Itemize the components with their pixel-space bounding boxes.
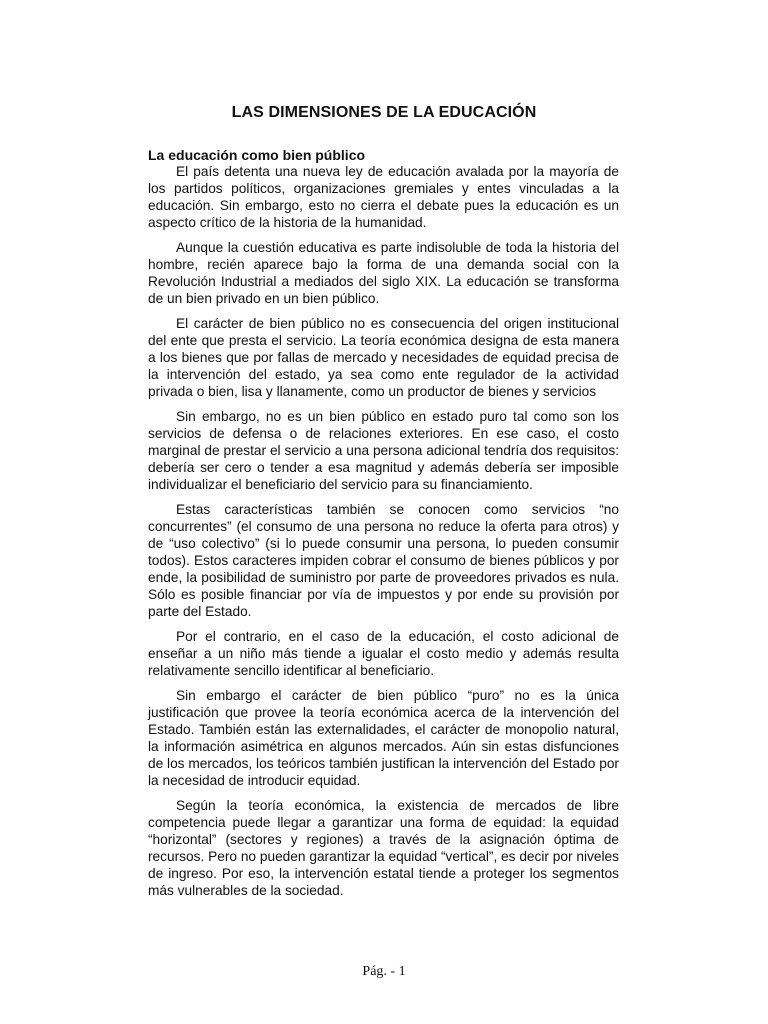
paragraph-8: Según la teoría económica, la existencia de mercados de libre competencia puede llegar a garantizar una forma de equidad: la equidad “horizontal” (sectores y regiones) a través de la asignación óptima de recursos. Pero no pueden garantizar la equidad “vertical”, es decir por niveles de ingreso. Por eso, la intervención estatal tiende a proteger los segmentos más vulnerables de la sociedad. [148,798,619,898]
section-heading: La educación como bien público [148,147,366,163]
paragraph-4: Sin embargo, no es un bien público en estado puro tal como son los servicios de defensa o de relaciones exteriores. En ese caso, el costo marginal de prestar el servicio a una persona adicional tendría dos requisitos: debería ser cero o tender a esa magnitud y además debería ser imposible individualizar el beneficiario del servicio para su financiamiento. [148,409,619,492]
document-body [148,147,619,908]
paragraph-6: Por el contrario, en el caso de la educación, el costo adicional de enseñar a un niño más tiende a igualar el costo medio y además resulta relativamente sencillo identificar al beneficiario. [148,629,619,678]
page-number: Pág. - 1 [362,964,406,979]
document-title: LAS DIMENSIONES DE LA EDUCACIÓN [231,104,537,121]
paragraph-2: Aunque la cuestión educativa es parte indisoluble de toda la historia del hombre, recién aparece bajo la forma de una demanda social con la Revolución Industrial a mediados del siglo XIX. La educación se transforma de un bien privado en un bien público. [148,240,619,306]
paragraph-7: Sin embargo el carácter de bien público “puro” no es la única justificación que provee la teoría económica acerca de la intervención del Estado. También están las externalidades, el carácter de monopolio natural, la información asimétrica en algunos mercados. Aún sin estas disfunciones de los mercados, los teóricos también justifican la intervención del Estado por la necesidad de introducir equidad. [148,688,619,788]
paragraph-1: El país detenta una nueva ley de educación avalada por la mayoría de los partidos políticos, organizaciones gremiales y entes vinculadas a la educación. Sin embargo, esto no cierra el debate pues la educación es un aspecto crítico de la historia de la humanidad. [148,164,619,230]
paragraph-5: Estas características también se conocen como servicios “no concurrentes” (el consumo de una persona no reduce la oferta para otros) y de “uso colectivo” (si lo puede consumir una persona, lo pueden consumir todos). Estos caracteres impiden cobrar el consumo de bienes públicos y por ende, la posibilidad de suministro por parte de proveedores privados es nula. Sólo es posible financiar por vía de impuestos y por ende su provisión por parte del Estado. [148,502,619,619]
paragraph-3: El carácter de bien público no es consecuencia del origen institucional del ente que presta el servicio. La teoría económica designa de esta manera a los bienes que por fallas de mercado y necesidades de equidad precisa de la intervención del estado, ya sea como ente regulador de la actividad privada o bien, lisa y llanamente, como un productor de bienes y servicios [148,316,619,399]
